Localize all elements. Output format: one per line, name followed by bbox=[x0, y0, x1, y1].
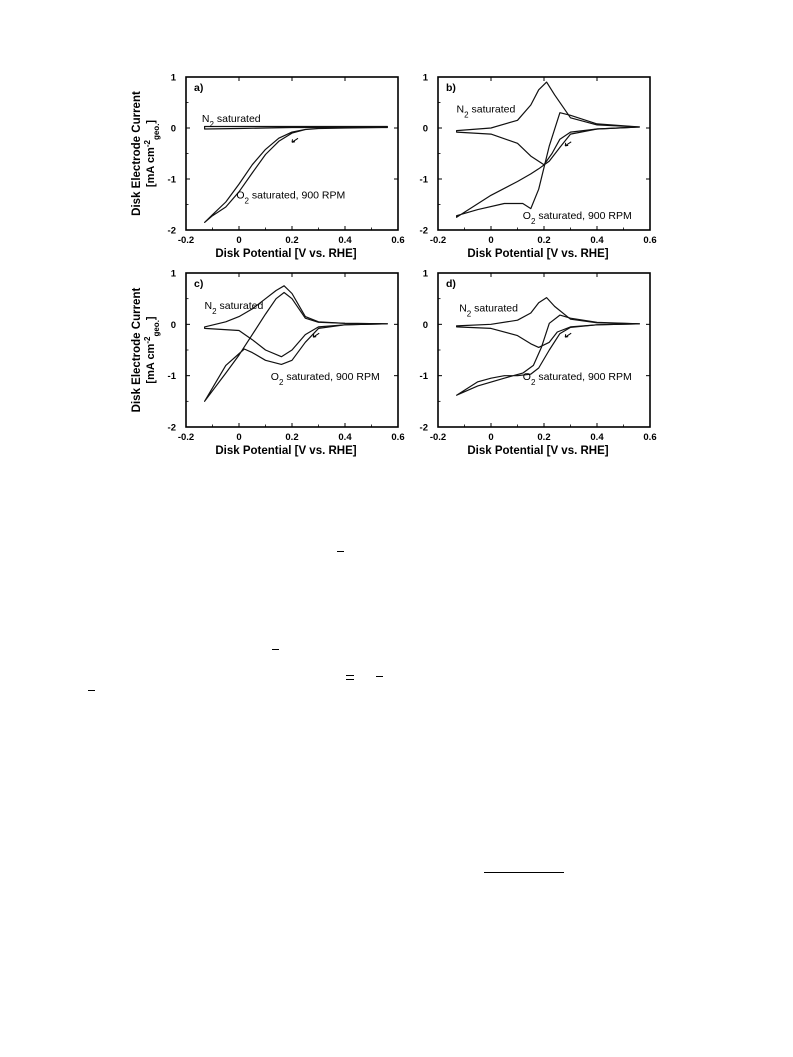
y-tick-label: 0 bbox=[422, 123, 428, 135]
plot-frame bbox=[186, 77, 398, 230]
plot-frame bbox=[438, 77, 650, 230]
y-tick-label: -1 bbox=[419, 371, 428, 383]
panel-label: b) bbox=[446, 82, 456, 94]
x-axis-label: Disk Potential [V vs. RHE] bbox=[467, 248, 609, 260]
x-tick-label: 0.2 bbox=[285, 235, 299, 246]
n2-label: $N_2$ saturated bbox=[204, 299, 264, 316]
chart-panel-1 bbox=[131, 73, 405, 261]
x-tick-label: 0 bbox=[488, 235, 494, 246]
x-tick-label: -0.2 bbox=[177, 235, 195, 246]
x-tick-label: 0 bbox=[236, 235, 242, 246]
y-tick-label: -1 bbox=[167, 174, 176, 186]
o2-label: $O_2$ saturated, 900 RPM bbox=[270, 370, 380, 387]
stray-mark bbox=[484, 872, 564, 873]
y-tick-label: -2 bbox=[167, 225, 176, 237]
panel-label: d) bbox=[446, 278, 456, 290]
x-tick-label: 0 bbox=[488, 432, 494, 443]
stray-mark bbox=[88, 690, 95, 691]
n2-curve bbox=[205, 286, 388, 357]
x-tick-label: 0.6 bbox=[643, 432, 657, 443]
y-axis-label: Disk Electrode Current bbox=[131, 91, 143, 216]
y-tick-label: 1 bbox=[170, 72, 176, 84]
x-tick-label: 0 bbox=[236, 432, 242, 443]
chart-panel-2 bbox=[420, 73, 657, 261]
y-axis-unit: [mA $cm^{-2}_{geo.}$] bbox=[142, 119, 161, 188]
chart-panel-3 bbox=[131, 269, 405, 458]
x-tick-label: 0.4 bbox=[338, 235, 352, 246]
y-axis-unit: [mA $cm^{-2}_{geo.}$] bbox=[142, 316, 161, 384]
x-tick-label: -0.2 bbox=[177, 432, 195, 443]
y-tick-label: 1 bbox=[170, 268, 176, 280]
y-tick-label: -1 bbox=[167, 371, 176, 383]
y-axis-label: Disk Electrode Current bbox=[131, 287, 143, 413]
x-tick-label: 0.2 bbox=[537, 432, 551, 443]
y-tick-label: -2 bbox=[419, 422, 428, 434]
x-tick-label: 0.4 bbox=[590, 235, 604, 246]
o2-curve bbox=[205, 128, 388, 223]
x-tick-label: 0.2 bbox=[285, 432, 299, 443]
x-tick-label: 0.6 bbox=[391, 235, 405, 246]
o2-curve bbox=[457, 315, 640, 395]
x-tick-label: 0.4 bbox=[338, 432, 352, 443]
stray-mark bbox=[376, 676, 383, 677]
x-tick-label: 0.6 bbox=[391, 432, 405, 443]
panel-label: a) bbox=[194, 82, 204, 94]
x-tick-label: 0.2 bbox=[537, 235, 551, 246]
n2-label: $N_2$ saturated bbox=[456, 103, 516, 120]
o2-label: $O_2$ saturated, 900 RPM bbox=[522, 209, 632, 226]
panel-label: c) bbox=[194, 278, 204, 290]
y-tick-label: 0 bbox=[422, 319, 428, 331]
stray-mark bbox=[272, 649, 279, 650]
stray-mark bbox=[337, 551, 344, 552]
plot-frame bbox=[438, 273, 650, 427]
y-tick-label: -1 bbox=[419, 174, 428, 186]
o2-label: $O_2$ saturated, 900 RPM bbox=[522, 370, 632, 387]
y-tick-label: 0 bbox=[170, 123, 176, 135]
y-tick-label: -2 bbox=[419, 225, 428, 237]
o2-label: $O_2$ saturated, 900 RPM bbox=[236, 189, 346, 205]
figure-panels bbox=[0, 0, 793, 480]
x-axis-label: Disk Potential [V vs. RHE] bbox=[467, 445, 609, 457]
stray-mark bbox=[346, 675, 354, 680]
chart-panel-4 bbox=[420, 269, 657, 458]
x-tick-label: -0.2 bbox=[429, 432, 447, 443]
y-tick-label: -2 bbox=[167, 422, 176, 434]
x-tick-label: -0.2 bbox=[429, 235, 447, 246]
y-tick-label: 0 bbox=[170, 319, 176, 331]
x-tick-label: 0.4 bbox=[590, 432, 604, 443]
n2-label: $N_2$ saturated bbox=[201, 112, 261, 129]
y-tick-label: 1 bbox=[422, 268, 428, 280]
y-tick-label: 1 bbox=[422, 72, 428, 84]
x-axis-label: Disk Potential [V vs. RHE] bbox=[215, 248, 357, 260]
x-axis-label: Disk Potential [V vs. RHE] bbox=[215, 445, 357, 457]
x-tick-label: 0.6 bbox=[643, 235, 657, 246]
n2-label: $N_2$ saturated bbox=[459, 302, 518, 318]
